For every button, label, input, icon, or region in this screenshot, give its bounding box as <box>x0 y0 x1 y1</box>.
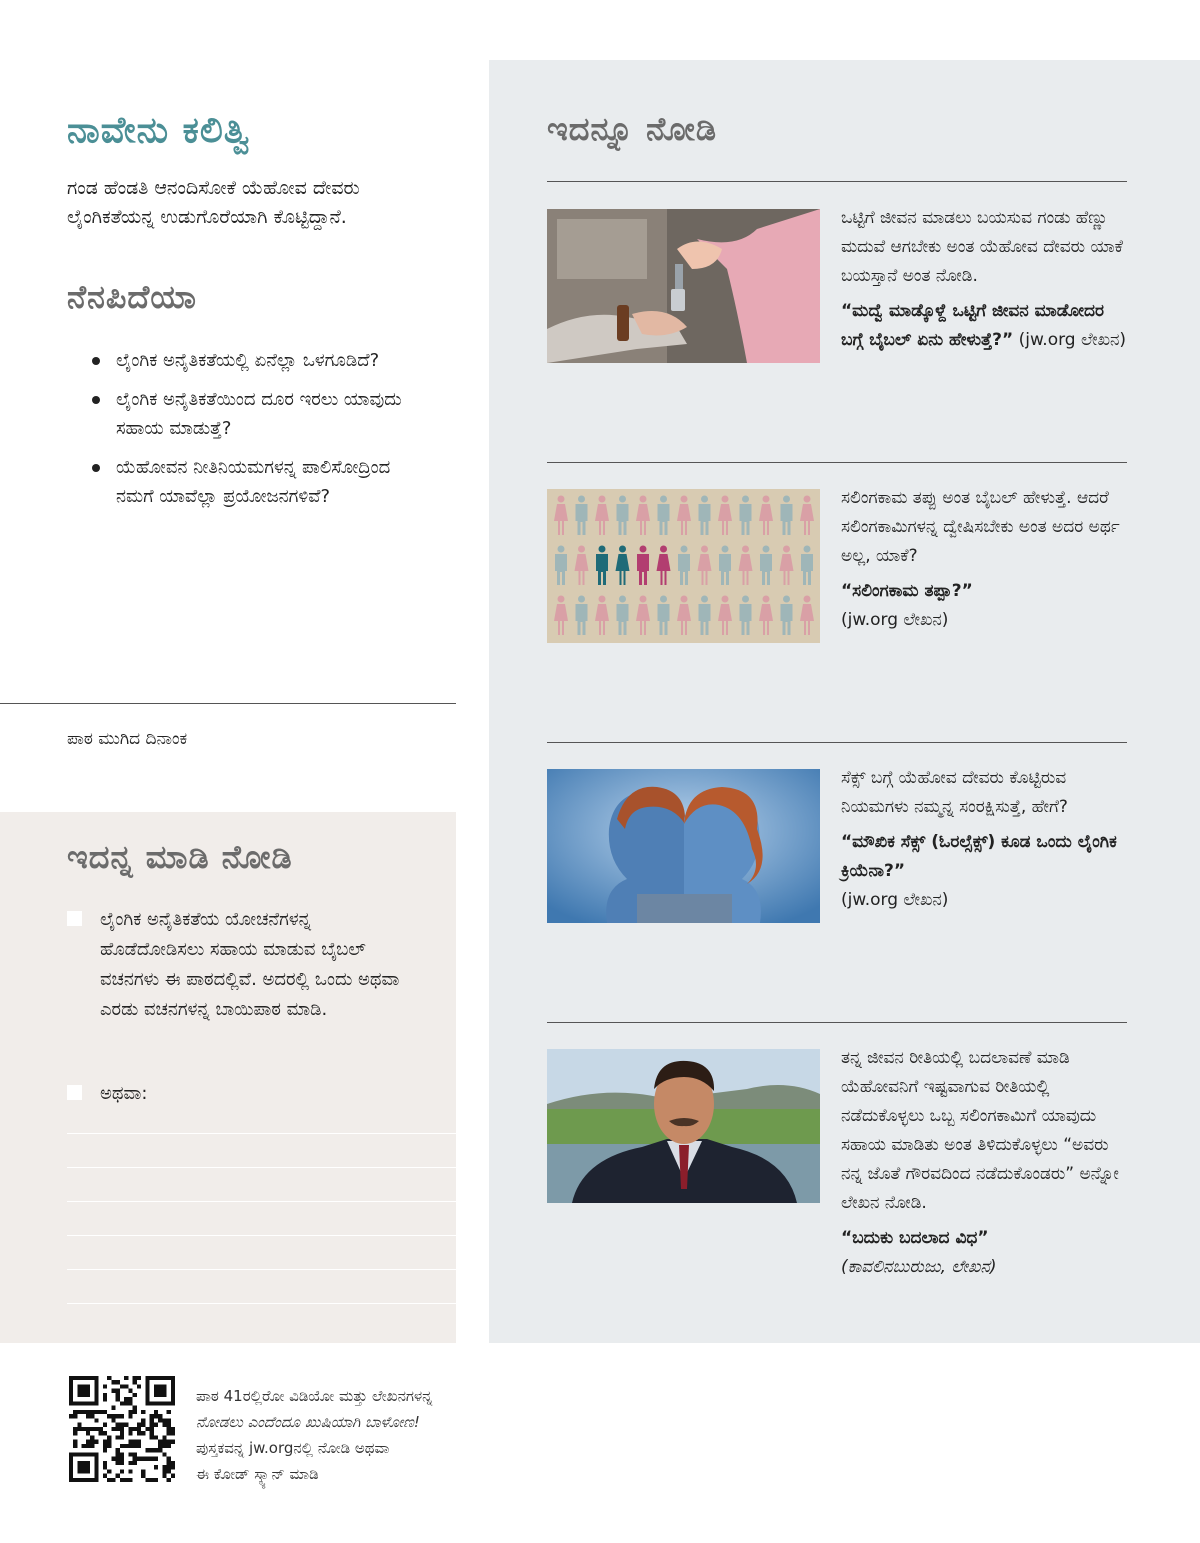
write-line[interactable] <box>67 1303 456 1304</box>
see-also-title: ಇದನ್ನೂ ನೋಡಿ <box>547 110 718 148</box>
write-line[interactable] <box>67 1201 456 1202</box>
learned-text: ಗಂಡ ಹೆಂಡತಿ ಆನಂದಿಸೋಕೆ ಯೆಹೋವ ದೇವರು ಲೈಂಗಿಕತೆಯನ್ನ ಉಡುಗೊರೆಯಾಗಿ ಕೊಟ್ಟಿದ್ದಾನೆ. <box>67 177 360 228</box>
card-link-title[interactable]: “ಸಲಿಂಗಕಾಮ ತಪ್ಪಾ?” <box>841 581 973 601</box>
card-link-title[interactable]: “ಮದ್ವೆ ಮಾಡ್ಕೊಳ್ದೆ ಒಟ್ಟಿಗೆ ಜೀವನ ಮಾಡೋದರ ಬಗ್ಗೆ ಬೈಬಲ್ ಏನು ಹೇಳುತ್ತೆ?” <box>841 301 1105 350</box>
practice-title: ಇದನ್ನ ಮಾಡಿ ನೋಡಿ <box>67 838 293 876</box>
completed-date-label: ಪಾಠ ಮುಗಿದ ದಿನಾಂಕ <box>67 729 188 749</box>
see-also-card <box>841 484 1131 635</box>
divider <box>0 703 456 704</box>
task-checkbox[interactable] <box>67 911 82 926</box>
man-portrait-image[interactable] <box>547 1049 820 1203</box>
book-title[interactable]: ನೋಡಲು ಎಂದೆಂದೂ ಖುಷಿಯಾಗಿ ಬಾಳೋಣ! <box>196 1413 420 1431</box>
see-also-card <box>841 204 1131 355</box>
remember-item: ಲೈಂಗಿಕ ಅನೈತಿಕತೆಯಿಂದ ದೂರ ಇರಲು ಯಾವುದು ಸಹಾಯ ಮಾಡುತ್ತೆ? <box>92 385 432 443</box>
card-description: ತನ್ನ ಜೀವನ ರೀತಿಯಲ್ಲಿ ಬದಲಾವಣೆ ಮಾಡಿ ಯೆಹೋವನಿಗೆ ಇಷ್ಟವಾಗುವ ರೀತಿಯಲ್ಲಿ ನಡೆದುಕೊಳ್ಳಲು ಒಬ್ಬ ಸಲಿಂಗಕಾಮಿಗೆ ಯಾವುದು ಸಹಾಯ ಮಾಡಿತು ಅಂತ ತಿಳಿದುಕೊಳ್ಳಲು “ಅವರು ನನ್ನ ಜೊತೆ ಗೌರವದಿಂದ ನಡೆದುಕೊಂಡರು” ಅನ್ನೋ ಲೇಖನ ನೋಡಿ. <box>841 1048 1119 1213</box>
people-figures-image[interactable] <box>547 489 820 643</box>
couple-silhouette-image[interactable] <box>547 769 820 923</box>
remember-item: ಲೈಂಗಿಕ ಅನೈತಿಕತೆಯಲ್ಲಿ ಏನೆಲ್ಲಾ ಒಳಗೂಡಿದೆ? <box>92 346 432 375</box>
card-description: ಒಟ್ಟಿಗೆ ಜೀವನ ಮಾಡಲು ಬಯಸುವ ಗಂಡು ಹೆಣ್ಣು ಮದುವೆ ಆಗಬೇಕು ಅಂತ ಯೆಹೋವ ದೇವರು ಯಾಕೆ ಬಯಸ್ತಾನೆ ಅಂತ ನೋಡಿ. <box>841 208 1123 286</box>
footer-text <box>196 1383 556 1487</box>
qr-code[interactable] <box>67 1376 177 1482</box>
card-source: (jw.org ಲೇಖನ) <box>1018 330 1127 350</box>
see-also-card <box>841 764 1131 915</box>
task-checkbox[interactable] <box>67 1085 82 1100</box>
remember-item: ಯೆಹೋವನ ನೀತಿನಿಯಮಗಳನ್ನ ಪಾಲಿಸೋದ್ರಿಂದ ನಮಗೆ ಯಾವೆಲ್ಲಾ ಪ್ರಯೋಜನಗಳಿವೆ? <box>92 453 432 511</box>
remember-title: ನೆನಪಿದೆಯಾ <box>67 278 197 316</box>
divider <box>547 742 1127 743</box>
write-line[interactable] <box>67 1235 456 1236</box>
card-description: ಸೆಕ್ಸ್ ಬಗ್ಗೆ ಯೆಹೋವ ದೇವರು ಕೊಟ್ಟಿರುವ ನಿಯಮಗಳು ನಮ್ಮನ್ನ ಸಂರಕ್ಷಿಸುತ್ತೆ, ಹೇಗೆ? <box>841 768 1068 817</box>
footer-line: ಈ ಕೋಡ್ ಸ್ಕ್ಯಾನ್ ಮಾಡಿ <box>196 1465 319 1483</box>
card-source: (jw.org ಲೇಖನ) <box>841 610 949 630</box>
practice-task <box>67 905 420 1025</box>
remember-list <box>92 346 432 521</box>
task-text: ಅಥವಾ: <box>100 1083 148 1104</box>
card-link-title[interactable]: “ಮೌಖಿಕ ಸೆಕ್ಸ್ (ಓರಲ್ಸೆಕ್ಸ್) ಕೂಡ ಒಂದು ಲೈಂಗಿಕ ಕ್ರಿಯೆನಾ?” <box>841 832 1117 881</box>
divider <box>547 462 1127 463</box>
see-also-card <box>841 1044 1131 1282</box>
card-source: (ಕಾವಲಿನಬುರುಜು, ಲೇಖನ) <box>841 1257 997 1277</box>
write-line[interactable] <box>67 1167 456 1168</box>
practice-panel <box>0 812 456 1343</box>
card-link-title[interactable]: “ಬದುಕು ಬದಲಾದ ವಿಧ” <box>841 1228 989 1248</box>
learned-title: ನಾವೇನು ಕಲಿತ್ವಿ <box>67 110 251 151</box>
divider <box>547 181 1127 182</box>
practice-task <box>67 1079 420 1109</box>
keys-handover-image[interactable] <box>547 209 820 363</box>
divider <box>547 1022 1127 1023</box>
write-line[interactable] <box>67 1133 456 1134</box>
task-text: ಲೈಂಗಿಕ ಅನೈತಿಕತೆಯ ಯೋಚನೆಗಳನ್ನ ಹೊಡೆದೋಡಿಸಲು ಸಹಾಯ ಮಾಡುವ ಬೈಬಲ್ ವಚನಗಳು ಈ ಪಾಠದಲ್ಲಿವೆ. ಅದರಲ್ಲಿ ಒಂದು ಅಥವಾ ಎರಡು ವಚನಗಳನ್ನ ಬಾಯಿಪಾಠ ಮಾಡಿ. <box>100 909 400 1020</box>
write-line[interactable] <box>67 1269 456 1270</box>
footer-line: ಪಾಠ 41ರಲ್ಲಿರೋ ವಿಡಿಯೋ ಮತ್ತು ಲೇಖನಗಳನ್ನ <box>196 1387 433 1405</box>
footer-line: ಪುಸ್ತಕವನ್ನ jw.orgನಲ್ಲಿ ನೋಡಿ ಅಥವಾ <box>196 1439 390 1457</box>
card-description: ಸಲಿಂಗಕಾಮ ತಪ್ಪು ಅಂತ ಬೈಬಲ್ ಹೇಳುತ್ತೆ. ಆದರೆ ಸಲಿಂಗಕಾಮಿಗಳನ್ನ ದ್ವೇಷಿಸಬೇಕು ಅಂತ ಅದರ ಅರ್ಥ ಅಲ್ಲ, ಯಾಕೆ? <box>841 488 1120 566</box>
card-source: (jw.org ಲೇಖನ) <box>841 890 949 910</box>
